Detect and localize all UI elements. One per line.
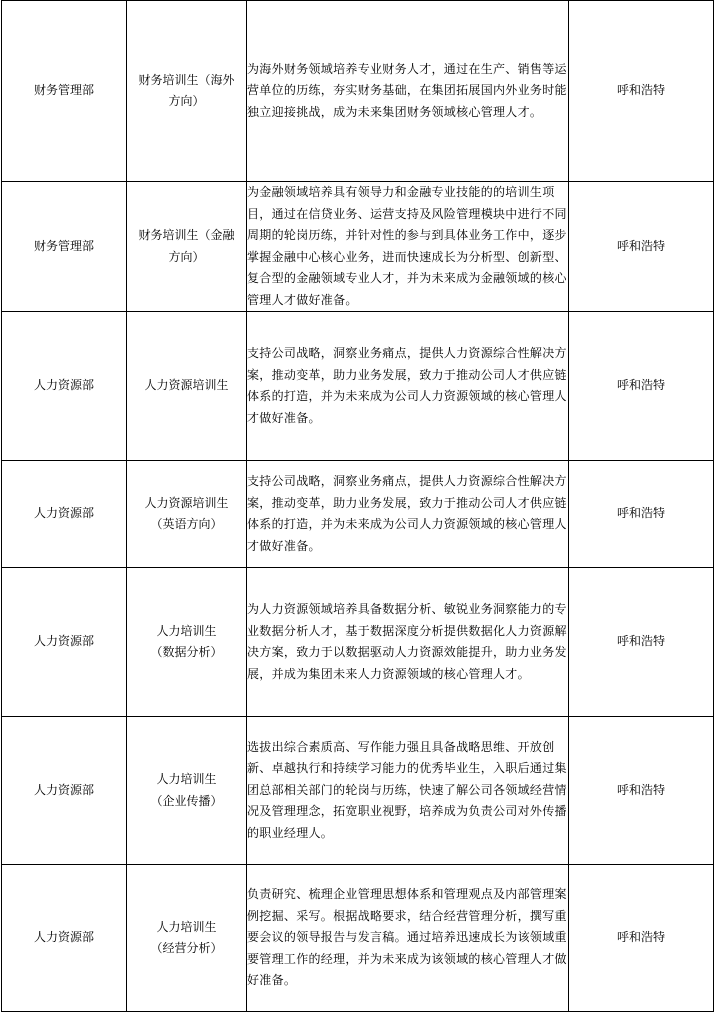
description-cell: 支持公司战略，洞察业务痛点，提供人力资源综合性解决方案，推动变革，助力业务发展，致力于推动公司人才供应链体系的打造，并为未来成为公司人力资源领域的核心管理人才做好准备。 bbox=[247, 461, 569, 568]
position-line: （英语方向） bbox=[150, 517, 223, 531]
location-cell: 呼和浩特 bbox=[569, 182, 714, 312]
position-cell bbox=[127, 1, 247, 182]
location-cell: 呼和浩特 bbox=[569, 461, 714, 568]
position-line: （数据分析） bbox=[150, 645, 223, 659]
job-positions-table bbox=[1, 0, 714, 1012]
location-cell: 呼和浩特 bbox=[569, 717, 714, 865]
position-cell bbox=[127, 865, 247, 1012]
description-cell: 为海外财务领域培养专业财务人才，通过在生产、销售等运营单位的历练，夯实财务基础，在集团拓展国内外业务时能独立迎接挑战，成为未来集团财务领域核心管理人才。 bbox=[247, 1, 569, 182]
department-cell: 人力资源部 bbox=[2, 865, 127, 1012]
position-cell bbox=[127, 461, 247, 568]
description-cell: 负责研究、梳理企业管理思想体系和管理观点及内部管理案例挖掘、采写。根据战略要求，结合经营管理分析，撰写重要会议的领导报告与发言稿。通过培养迅速成长为该领域重要管理工作的经理，并为未来成为该领域的核心管理人才做好准备。 bbox=[247, 865, 569, 1012]
table-row bbox=[2, 865, 714, 1012]
description-cell: 支持公司战略，洞察业务痛点，提供人力资源综合性解决方案，推动变革，助力业务发展，致力于推动公司人才供应链体系的打造，并为未来成为公司人力资源领域的核心管理人才做好准备。 bbox=[247, 312, 569, 461]
department-cell: 人力资源部 bbox=[2, 717, 127, 865]
position-line: 人力资源培训生 bbox=[144, 495, 229, 510]
department-cell: 财务管理部 bbox=[2, 182, 127, 312]
table-row bbox=[2, 1, 714, 182]
position-line: （经营分析） bbox=[150, 941, 223, 955]
position-line: （企业传播） bbox=[150, 793, 223, 808]
position-line: 方向） bbox=[168, 249, 205, 264]
department-cell: 人力资源部 bbox=[2, 461, 127, 568]
table-row bbox=[2, 461, 714, 568]
location-cell: 呼和浩特 bbox=[569, 1, 714, 182]
department-cell: 财务管理部 bbox=[2, 1, 127, 182]
table-row bbox=[2, 568, 714, 717]
description-cell: 选拔出综合素质高、写作能力强且具备战略思维、开放创新、卓越执行和持续学习能力的优秀毕业生，入职后通过集团总部相关部门的轮岗与历练，快速了解公司各领域经营情况及管理理念，拓宽职业视野，培养成为负责公司对外传播的职业经理人。 bbox=[247, 717, 569, 865]
position-cell bbox=[127, 312, 247, 461]
position-line: 人力培训生 bbox=[156, 623, 217, 638]
location-cell: 呼和浩特 bbox=[569, 568, 714, 717]
location-cell: 呼和浩特 bbox=[569, 865, 714, 1012]
position-line: 财务培训生（金融 bbox=[138, 228, 235, 242]
position-line: 人力培训生 bbox=[156, 919, 217, 934]
position-cell bbox=[127, 182, 247, 312]
table-row bbox=[2, 182, 714, 312]
table-row bbox=[2, 717, 714, 865]
description-cell: 为金融领域培养具有领导力和金融专业技能的的培训生项目，通过在信贷业务、运营支持及风险管理模块中进行不同周期的轮岗历练，并针对性的参与到具体业务工作中，逐步掌握金融中心核心业务，进而快速成长为分析型、创新型、复合型的金融领域专业人才，并为未来成为金融领域的核心管理人才做好准备。 bbox=[247, 182, 569, 312]
position-cell bbox=[127, 717, 247, 865]
department-cell: 人力资源部 bbox=[2, 312, 127, 461]
position-cell bbox=[127, 568, 247, 717]
position-line: 人力培训生 bbox=[156, 772, 217, 786]
location-cell: 呼和浩特 bbox=[569, 312, 714, 461]
department-cell: 人力资源部 bbox=[2, 568, 127, 717]
table-row bbox=[2, 312, 714, 461]
position-line: 财务培训生（海外 bbox=[138, 72, 235, 87]
position-line: 方向） bbox=[168, 94, 205, 108]
position-line: 人力资源培训生 bbox=[144, 378, 229, 393]
description-cell: 为人力资源领域培养具备数据分析、敏锐业务洞察能力的专业数据分析人才，基于数据深度分析提供数据化人力资源解决方案，致力于以数据驱动人力资源效能提升，助力业务发展，并成为集团未来人力资源领域的核心管理人才。 bbox=[247, 568, 569, 717]
